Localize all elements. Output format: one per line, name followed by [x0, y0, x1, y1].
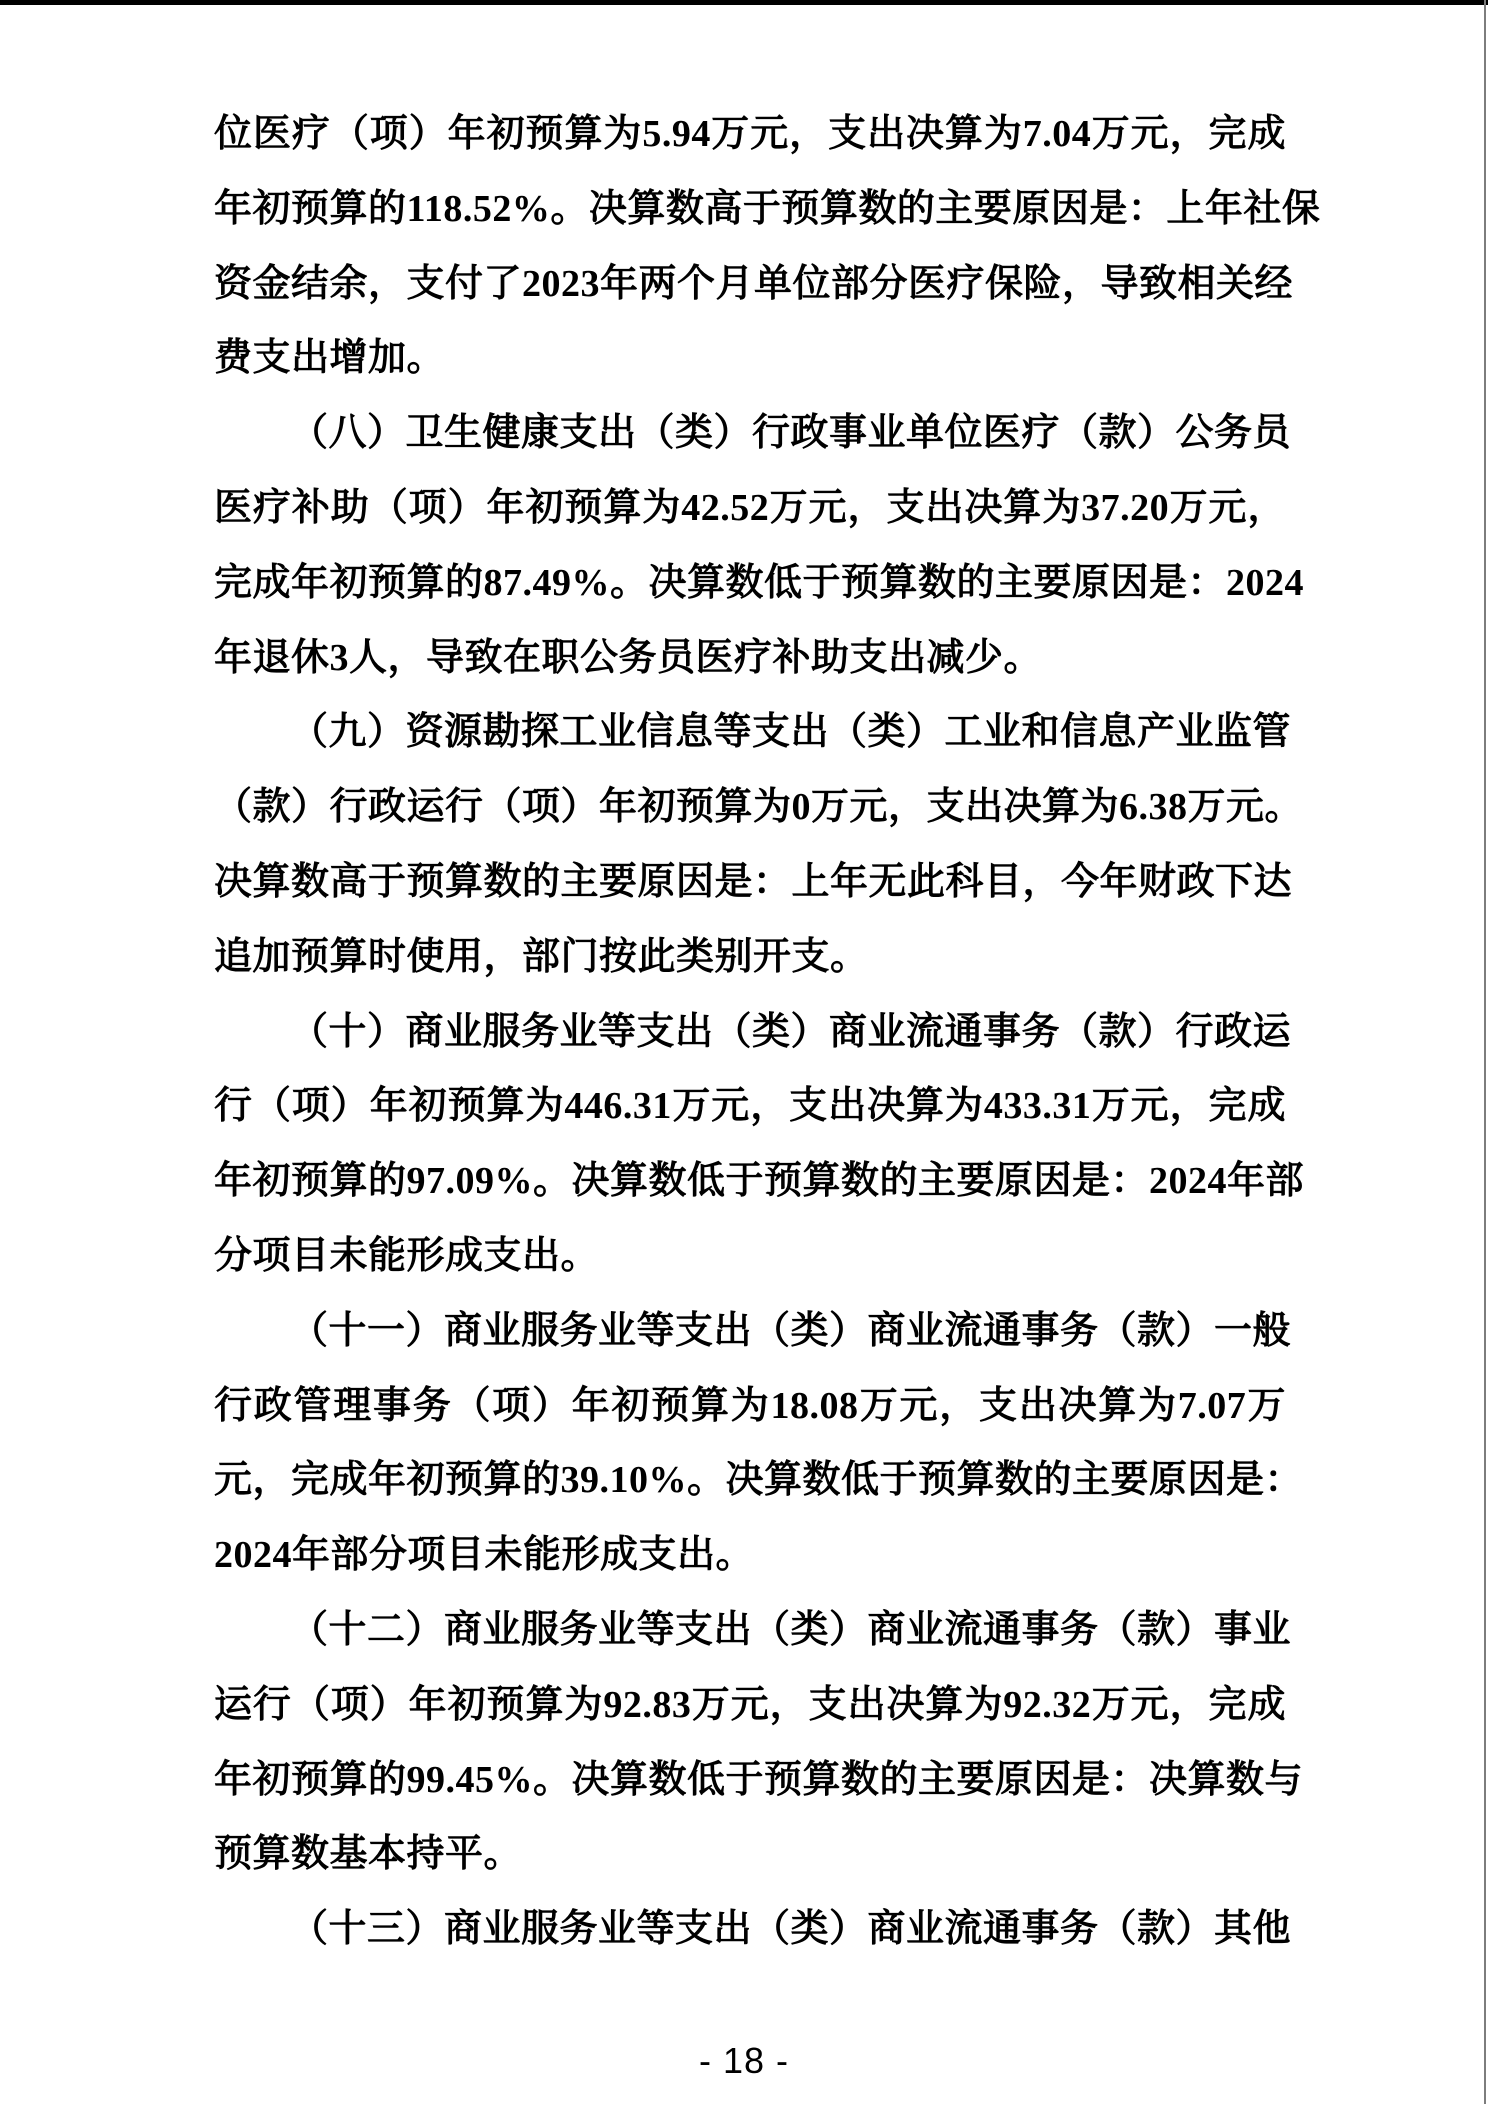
- scan-edge-right: [1484, 0, 1486, 2104]
- text-line: 决算数高于预算数的主要原因是：上年无此科目，今年财政下达: [214, 860, 1293, 903]
- text-line: 年初预算的97.09%。决算数低于预算数的主要原因是：2024年部: [214, 1160, 1305, 1203]
- text-line: 行（项）年初预算为446.31万元，支出决算为433.31万元，完成: [214, 1085, 1286, 1128]
- text-line: 位医疗（项）年初预算为5.94万元，支出决算为7.04万元，完成: [214, 113, 1286, 155]
- text-line: （九）资源勘探工业信息等支出（类）工业和信息产业监管: [290, 711, 1292, 754]
- page-number: - 18 -: [698, 2040, 790, 2081]
- text-line: 资金结余，支付了2023年两个月单位部分医疗保险，导致相关经: [214, 262, 1294, 305]
- text-line: 2024年部分项目未能形成支出。: [214, 1534, 755, 1577]
- text-line: 运行（项）年初预算为92.83万元，支出决算为92.32万元，完成: [214, 1683, 1286, 1726]
- text-line: （十三）商业服务业等支出（类）商业流通事务（款）其他: [290, 1908, 1292, 1951]
- text-line: （十）商业服务业等支出（类）商业流通事务（款）行政运: [290, 1010, 1292, 1053]
- text-line: （十一）商业服务业等支出（类）商业流通事务（款）一般: [290, 1309, 1292, 1352]
- text-line: （八）卫生健康支出（类）行政事业单位医疗（款）公务员: [290, 412, 1292, 455]
- text-line: 元，完成年初预算的39.10%。决算数低于预算数的主要原因是：: [214, 1459, 1304, 1502]
- document-body: [214, 97, 1321, 1967]
- scan-edge-top: [0, 0, 1488, 5]
- text-line: 预算数基本持平。: [214, 1833, 523, 1876]
- text-line: 年退休3人，导致在职公务员医疗补助支出减少。: [214, 636, 1043, 679]
- text-line: 行政管理事务（项）年初预算为18.08万元，支出决算为7.07万: [214, 1384, 1286, 1427]
- text-line: 费支出增加。: [214, 337, 446, 380]
- text-line: 年初预算的118.52%。决算数高于预算数的主要原因是：上年社保: [214, 187, 1321, 230]
- text-line: 分项目未能形成支出。: [214, 1234, 600, 1277]
- text-line: 追加预算时使用，部门按此类别开支。: [214, 935, 869, 978]
- text-line: 年初预算的99.45%。决算数低于预算数的主要原因是：决算数与: [214, 1758, 1304, 1801]
- text-line: 医疗补助（项）年初预算为42.52万元，支出决算为37.20万元，: [214, 486, 1286, 529]
- text-line: （十二）商业服务业等支出（类）商业流通事务（款）事业: [290, 1608, 1292, 1651]
- text-line: 完成年初预算的87.49%。决算数低于预算数的主要原因是：2024: [214, 561, 1305, 604]
- text-line: （款）行政运行（项）年初预算为0万元，支出决算为6.38万元。: [214, 786, 1304, 829]
